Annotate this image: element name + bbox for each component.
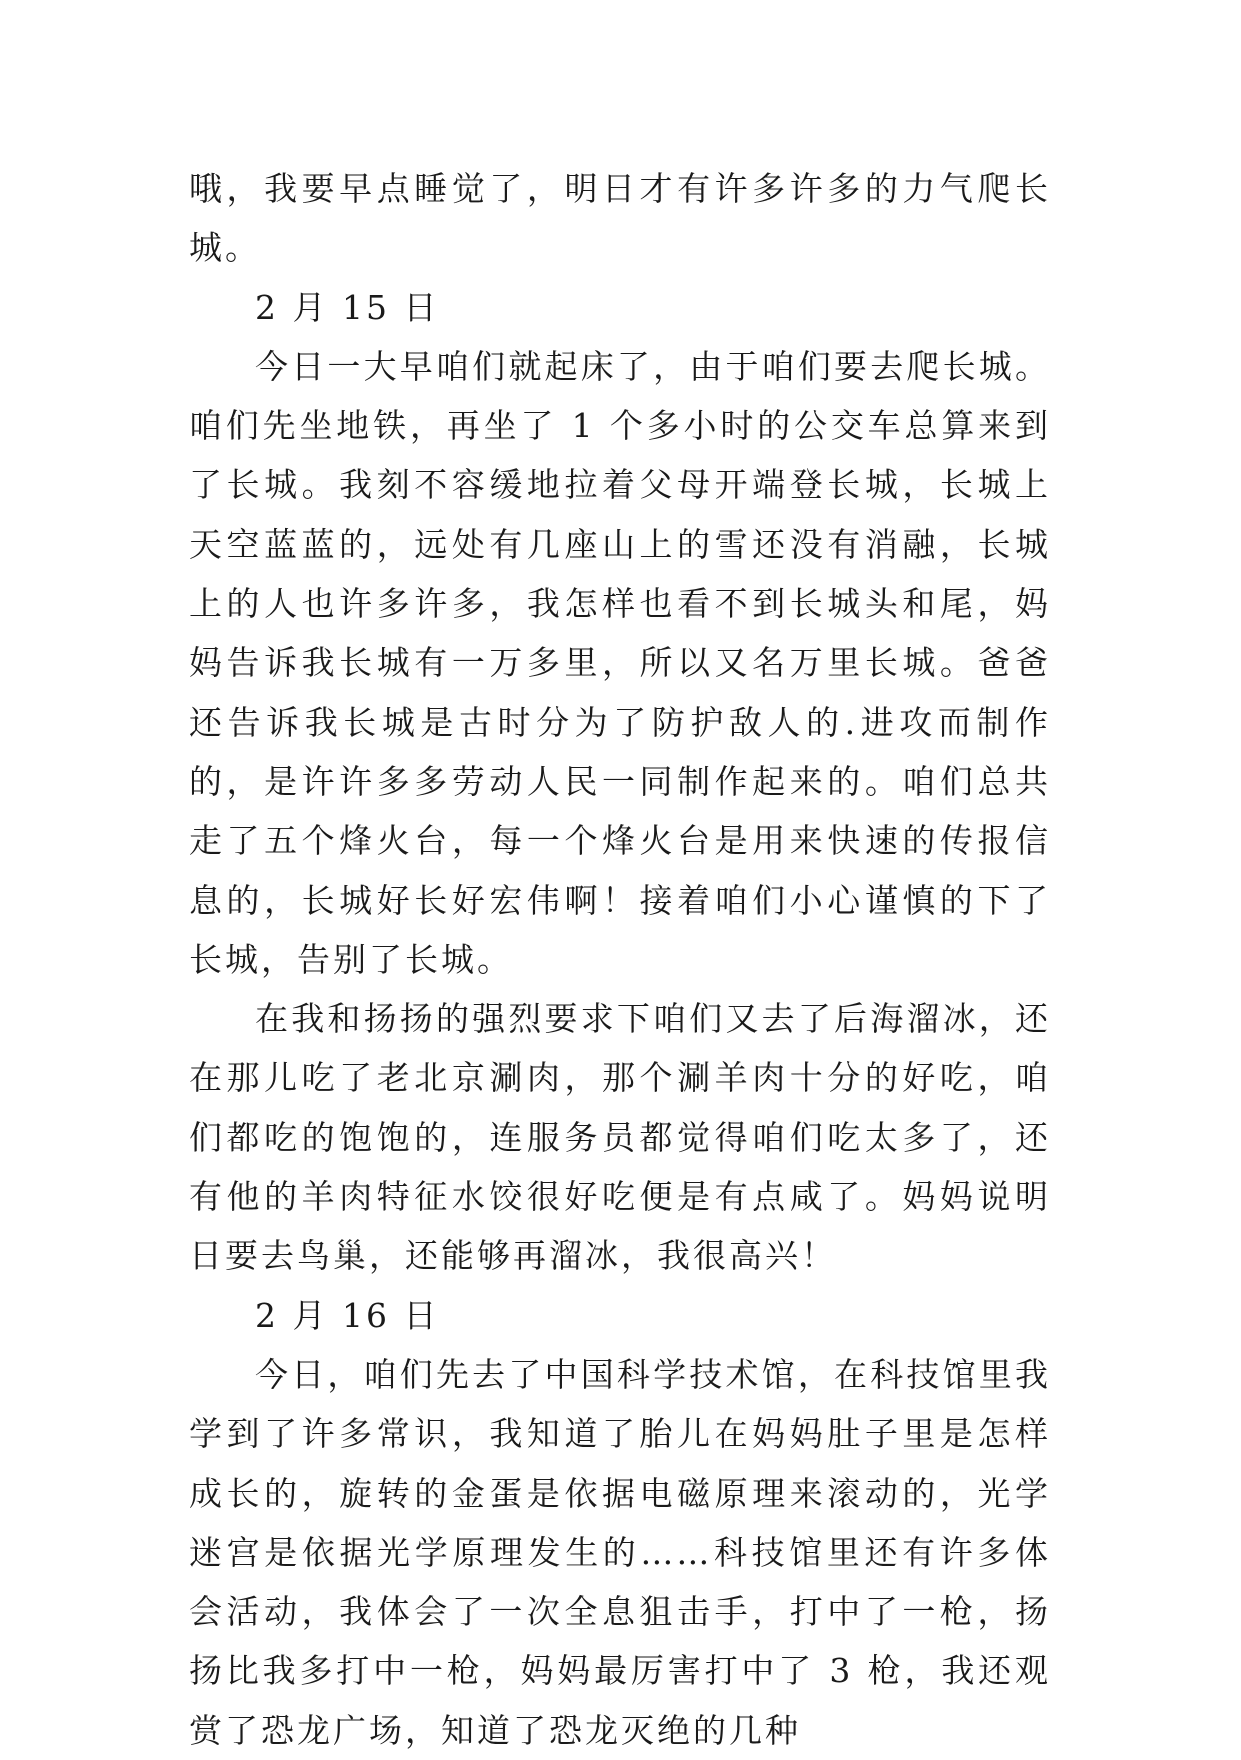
paragraph-great-wall: 今日一大早咱们就起床了，由于咱们要去爬长城。咱们先坐地铁，再坐了 1 个多小时的公交车总算来到了长城。我刻不容缓地拉着父母开端登长城，长城上天空蓝蓝的，远处有几座山上的雪还没有消融，长城上的人也许多许多，我怎样也看不到长城头和尾，妈妈告诉我长城有一万多里，所以又名万里长城。爸爸还告诉我长城是古时分为了防护敌人的.进攻而制作的，是许许多多劳动人民一同制作起来的。咱们总共走了五个烽火台，每一个烽火台是用来快速的传报信息的，长城好长好宏伟啊！接着咱们小心谨慎的下了长城，告别了长城。 [189, 346, 1051, 979]
paragraph-houhai: 在我和扬扬的强烈要求下咱们又去了后海溜冰，还在那儿吃了老北京涮肉，那个涮羊肉十分的好吃，咱们都吃的饱饱的，连服务员都觉得咱们吃太多了，还有他的羊肉特征水饺很好吃便是有点咸了。妈妈说明日要去鸟巢，还能够再溜冰，我很高兴！ [189, 999, 1051, 1276]
paragraph-continued: 哦，我要早点睡觉了，明日才有许多许多的力气爬长城。 [189, 169, 1051, 268]
diary-date-feb-15: 2 月 15 日 [255, 287, 440, 327]
diary-date-feb-16: 2 月 16 日 [255, 1295, 440, 1335]
paragraph-science-museum: 今日，咱们先去了中国科学技术馆，在科技馆里我学到了许多常识，我知道了胎儿在妈妈肚子里是怎样成长的，旋转的金蛋是依据电磁原理来滚动的，光学迷宫是依据光学原理发生的……科技馆里还有许多体会活动，我体会了一次全息狙击手，打中了一枪，扬扬比我多打中一枪，妈妈最厉害打中了 3 枪，我还观赏了恐龙广场，知道了恐龙灭绝的几种 [189, 1354, 1051, 1750]
document-body [189, 159, 1051, 1760]
